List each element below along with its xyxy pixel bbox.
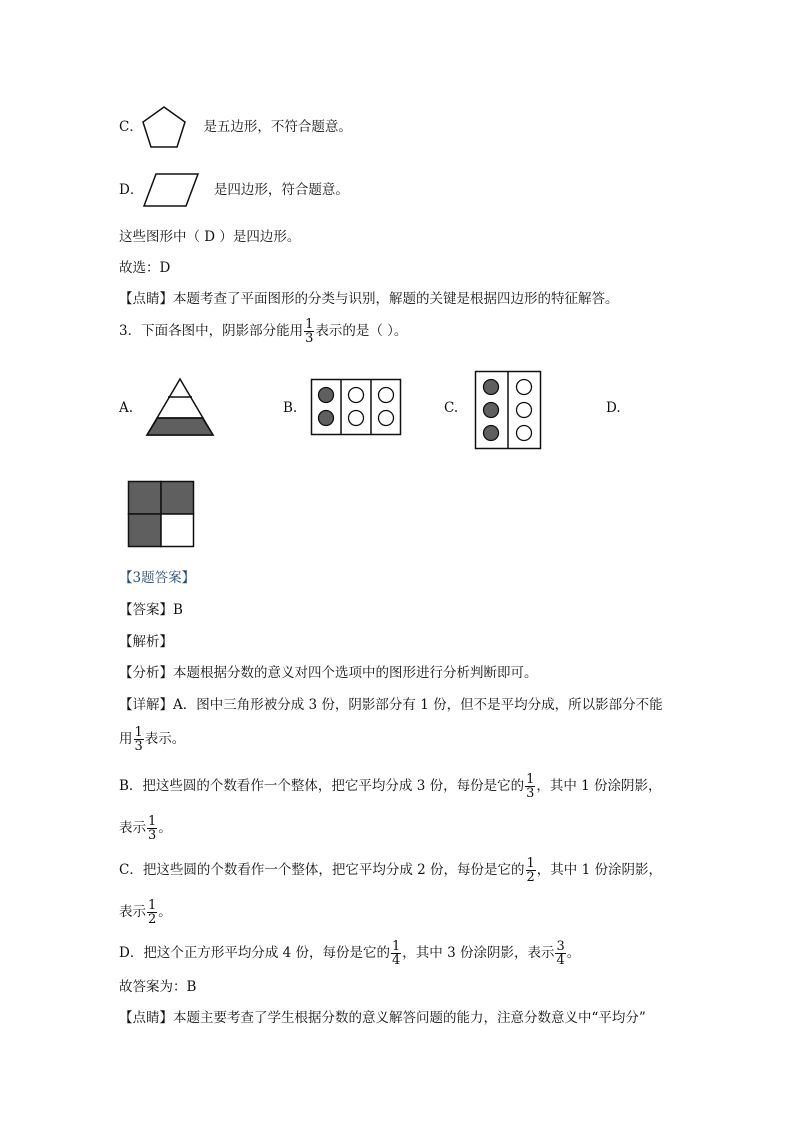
square-cell: [161, 482, 194, 515]
circle: [349, 411, 364, 426]
triangle-figure: [144, 376, 216, 438]
circle: [517, 426, 532, 441]
fraction: $\frac{1}{2}$: [526, 856, 535, 885]
detail-b-line: B．把这些圆的个数看作一个整体，把它平均分成 3 份，每份是它的 $\frac{1}{3}$ ，其中 1 份涂阴影，: [119, 772, 662, 801]
pentagon-icon: [140, 104, 188, 150]
option-b-label: B.: [283, 400, 298, 416]
detail-d-line: D．把这个正方形平均分成 4 份，每份是它的 $\frac{1}{4}$ ，其中 3 份涂阴影，表示 $\frac{3}{4}$ 。: [119, 939, 581, 968]
square-cell: [129, 482, 162, 515]
q2-answer: 故选：D: [119, 260, 171, 276]
option-d-label: D．: [119, 182, 144, 198]
q3-stem-pre: 3．下面各图中，阴影部分能用: [119, 323, 304, 339]
fraction: $\frac{1}{3}$: [526, 772, 535, 801]
fraction: $\frac{1}{4}$: [392, 939, 401, 968]
fraction: $\frac{1}{3}$: [305, 317, 314, 346]
q3-stem-post: 表示的是（ ）。: [315, 323, 408, 339]
fenxi-line: 【分析】本题根据分数的意义对四个选项中的图形进行分析判断即可。: [119, 665, 538, 681]
fraction: $\frac{1}{3}$: [134, 725, 143, 754]
circle: [379, 411, 394, 426]
comment-text: 本题考查了平面图形的分类与识别，解题的关键是根据四边形的特征解答。: [173, 291, 619, 307]
circle: [319, 388, 334, 403]
circle: [484, 380, 499, 395]
circle: [319, 411, 334, 426]
circle: [517, 380, 532, 395]
circle: [349, 388, 364, 403]
q3-comment: 【点睛】本题主要考查了学生根据分数的意义解答问题的能力，注意分数意义中“平均分”: [119, 1010, 646, 1026]
option-b-figure: [310, 378, 402, 436]
fraction: $\frac{3}{4}$: [556, 939, 565, 968]
option-a-label: A.: [119, 400, 134, 416]
circle: [379, 388, 394, 403]
circle: [517, 403, 532, 418]
detail-a-line: 【详解】A．图中三角形被分成 3 份，阴影部分有 1 份，但不是平均分成，所以影部分不能: [119, 697, 663, 713]
option-d-label: D.: [606, 400, 621, 416]
q2-comment: [119, 289, 619, 309]
detail-c-line: C．把这些圆的个数看作一个整体，把它平均分成 2 份，每份是它的 $\frac{1}{2}$ ，其中 1 份涂阴影，: [119, 856, 662, 885]
parallelogram-icon: [142, 172, 200, 208]
fraction: $\frac{1}{3}$: [148, 814, 157, 843]
circle: [484, 403, 499, 418]
q3-stem: [119, 318, 407, 345]
option-d-text: 是四边形，符合题意。: [213, 182, 349, 198]
final-answer: 故答案为：B: [119, 979, 197, 995]
analysis-heading: 【解析】: [119, 634, 173, 650]
fraction: $\frac{1}{2}$: [148, 898, 157, 927]
detail-b2-line: 表示 $\frac{1}{3}$ 。: [119, 814, 172, 843]
answer-line: 【答案】B: [119, 602, 183, 618]
option-c-figure: [474, 370, 542, 450]
square-cell: [161, 514, 194, 547]
detail-c2-line: 表示 $\frac{1}{2}$ 。: [119, 898, 172, 927]
comment-tag: 【点睛】: [119, 291, 173, 307]
detail-a2-line: 用 $\frac{1}{3}$ 表示。: [119, 725, 186, 754]
q2-summary: 这些图形中（ D ）是四边形。: [119, 229, 301, 245]
option-d-figure: [127, 480, 195, 548]
option-c-label: C．: [119, 119, 143, 135]
square-cell: [129, 514, 162, 547]
option-c-text: 是五边形，不符合题意。: [203, 119, 352, 135]
answer-heading: 【3题答案】: [119, 570, 196, 586]
circle: [484, 426, 499, 441]
option-c-label: C.: [444, 400, 459, 416]
